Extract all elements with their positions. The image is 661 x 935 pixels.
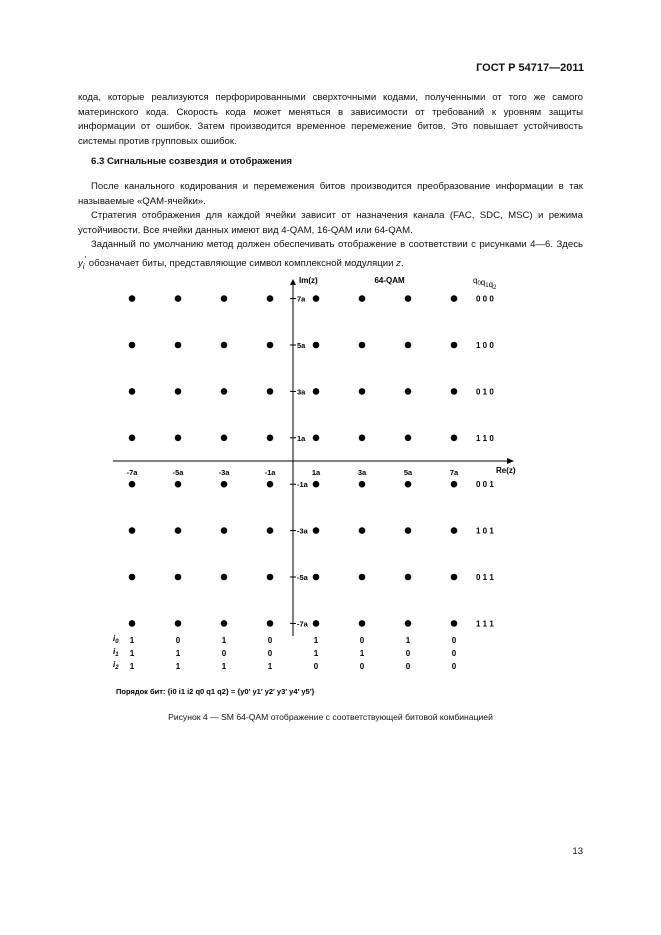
- i-bit-value: 0: [451, 649, 457, 658]
- constellation-point: [267, 342, 274, 349]
- y-tick-label: 3a: [297, 387, 306, 397]
- y-axis-arrow: [290, 279, 296, 285]
- i-bit-value: 0: [405, 649, 411, 658]
- y-tick-label: -1a: [297, 480, 308, 490]
- constellation-point: [129, 481, 136, 488]
- q-bits-label: 0 0 1: [476, 480, 494, 490]
- i-bit-value: 1: [175, 649, 181, 658]
- q-bits-header: $q_0q_1q_2$: [473, 276, 497, 291]
- i-bit-value: 1: [175, 662, 181, 671]
- x-axis-arrow: [507, 458, 514, 464]
- q-bits-label: 1 1 0: [476, 433, 494, 443]
- constellation-point: [451, 388, 458, 395]
- constellation-point: [313, 574, 320, 581]
- constellation-point: [221, 527, 228, 534]
- paragraph: Стратегия отображения для каждой ячейки зависит от назначения канала (FAC, SDC, MSC) и режима устойчивости. Все ячейки данных имеют вид 4-QAM, 16-QAM или 64-QAM.: [78, 210, 583, 236]
- i-row-label: $i_1$: [113, 647, 119, 658]
- y-axis-label: Im(z): [299, 276, 318, 285]
- i-bit-value: 1: [221, 662, 227, 671]
- y-tick-label: 7a: [297, 294, 306, 304]
- constellation-point: [267, 435, 274, 442]
- constellation-point: [175, 342, 182, 349]
- constellation-point: [175, 481, 182, 488]
- constellation-point: [313, 620, 320, 627]
- constellation-point: [405, 574, 412, 581]
- constellation-point: [267, 527, 274, 534]
- constellation-point: [313, 435, 320, 442]
- constellation-point: [129, 527, 136, 534]
- constellation-point: [405, 481, 412, 488]
- i-bit-value: 0: [267, 636, 273, 645]
- constellation-point: [313, 527, 320, 534]
- chart-title: 64-QAM: [374, 276, 405, 285]
- constellation-point: [129, 574, 136, 581]
- constellation-point: [451, 342, 458, 349]
- i-bit-value: 0: [175, 636, 181, 645]
- i-bit-value: 0: [267, 649, 273, 658]
- constellation-point: [359, 620, 366, 627]
- i-bit-value: 1: [359, 649, 365, 658]
- i-bit-value: 0: [451, 636, 457, 645]
- constellation-point: [221, 435, 228, 442]
- constellation-point: [129, 342, 136, 349]
- i-bit-value: 1: [313, 636, 319, 645]
- constellation-point: [175, 620, 182, 627]
- y-tick-label: -7a: [297, 619, 308, 629]
- q-bits-label: 0 1 0: [476, 387, 494, 397]
- bit-order-label: Порядок бит: {i0 i1 i2 q0 q1 q2} = {y0′ y1′ y2′ y3′ y4′ y5′}: [116, 687, 315, 696]
- constellation-point: [175, 435, 182, 442]
- i-bit-value: 1: [129, 636, 135, 645]
- constellation-point: [451, 435, 458, 442]
- constellation-point: [313, 295, 320, 302]
- i-bit-value: 1: [129, 649, 135, 658]
- x-tick-label: 7a: [449, 468, 459, 477]
- q-bits-label: 1 1 1: [476, 619, 494, 629]
- constellation-point: [267, 574, 274, 581]
- x-tick-label: 1a: [311, 468, 321, 477]
- i-bit-value: 0: [313, 662, 319, 671]
- constellation-point: [451, 574, 458, 581]
- constellation-point: [267, 295, 274, 302]
- constellation-point: [405, 435, 412, 442]
- figure-caption: Рисунок 4 — SM 64-QAM отображение с соответствующей битовой комбинацией: [168, 712, 493, 722]
- i-row-label: $i_0$: [113, 634, 119, 645]
- i-bit-value: 1: [267, 662, 273, 671]
- constellation-point: [175, 388, 182, 395]
- constellation-point: [313, 342, 320, 349]
- constellation-point: [359, 388, 366, 395]
- i-bit-value: 0: [405, 662, 411, 671]
- constellation-point: [451, 527, 458, 534]
- constellation-point: [359, 342, 366, 349]
- constellation-point: [405, 295, 412, 302]
- constellation-point: [359, 574, 366, 581]
- section-title: 6.3 Сигнальные созвездия и отображения: [91, 156, 292, 167]
- constellation-point: [175, 574, 182, 581]
- page-number: 13: [572, 846, 583, 857]
- constellation-point: [221, 620, 228, 627]
- constellation-point: [129, 388, 136, 395]
- constellation-point: [129, 295, 136, 302]
- q-bits-label: 1 0 0: [476, 341, 494, 350]
- paragraph-last: Заданный по умолчанию метод должен обеспечивать отображение в соответствии с рисунками 4—6. Здесь $y_i'$ обозначает биты, представляющие символ комплексной модуляции z.: [78, 239, 583, 272]
- x-tick-label: 5a: [403, 468, 413, 477]
- constellation-point: [313, 388, 320, 395]
- q-bits-label: 0 1 1: [476, 573, 494, 582]
- constellation-point: [451, 295, 458, 302]
- q-bits-label: 0 0 0: [476, 294, 494, 304]
- constellation-point: [267, 388, 274, 395]
- constellation-point: [405, 620, 412, 627]
- i-bit-value: 0: [451, 662, 457, 671]
- i-bit-value: 1: [313, 649, 319, 658]
- constellation-point: [175, 527, 182, 534]
- x-tick-label: -3a: [218, 468, 230, 477]
- constellation-point: [405, 527, 412, 534]
- i-bit-value: 1: [129, 662, 135, 671]
- constellation-point: [313, 481, 320, 488]
- constellation-point: [451, 620, 458, 627]
- constellation-point: [405, 342, 412, 349]
- constellation-point: [359, 435, 366, 442]
- x-tick-label: -1a: [264, 468, 276, 477]
- constellation-point: [221, 574, 228, 581]
- paragraph: кода, которые реализуются перфорированными сверхточными кодами, полученными от того же самого материнского кода. Скорость кода может меняться в зависимости от требований к уровням защиты информации от ошибок. Затем производится временное перемежение битов. Это повышает устойчивость системы против групповых ошибок.: [78, 92, 583, 147]
- document-header: ГОСТ Р 54717—2011: [476, 62, 584, 74]
- constellation-point: [221, 342, 228, 349]
- constellation-point: [175, 295, 182, 302]
- x-tick-label: -5a: [172, 468, 184, 477]
- constellation-point: [359, 481, 366, 488]
- constellation-point: [359, 295, 366, 302]
- i-bit-value: 1: [221, 636, 227, 645]
- i-bit-value: 0: [359, 636, 365, 645]
- y-tick-label: 1a: [297, 433, 306, 443]
- i-bit-value: 0: [359, 662, 365, 671]
- q-bits-label: 1 0 1: [476, 526, 494, 536]
- i-bit-value: 1: [405, 636, 411, 645]
- y-tick-label: -5a: [297, 573, 308, 582]
- constellation-point: [129, 435, 136, 442]
- paragraph: После канального кодирования и перемежения битов производится преобразование информации в так называемые «QAM-ячейки».: [78, 181, 583, 207]
- x-tick-label: 3a: [357, 468, 367, 477]
- i-row-label: $i_2$: [113, 660, 119, 671]
- constellation-point: [267, 481, 274, 488]
- constellation-point: [221, 481, 228, 488]
- constellation-point: [359, 527, 366, 534]
- i-bit-value: 0: [221, 649, 227, 658]
- y-tick-label: 5a: [297, 341, 306, 350]
- x-axis-label: Re(z): [496, 466, 516, 475]
- y-tick-label: -3a: [297, 526, 308, 536]
- x-tick-label: -7a: [126, 468, 138, 477]
- constellation-point: [221, 295, 228, 302]
- constellation-point: [129, 620, 136, 627]
- constellation-point: [267, 620, 274, 627]
- constellation-point: [451, 481, 458, 488]
- constellation-point: [405, 388, 412, 395]
- constellation-point: [221, 388, 228, 395]
